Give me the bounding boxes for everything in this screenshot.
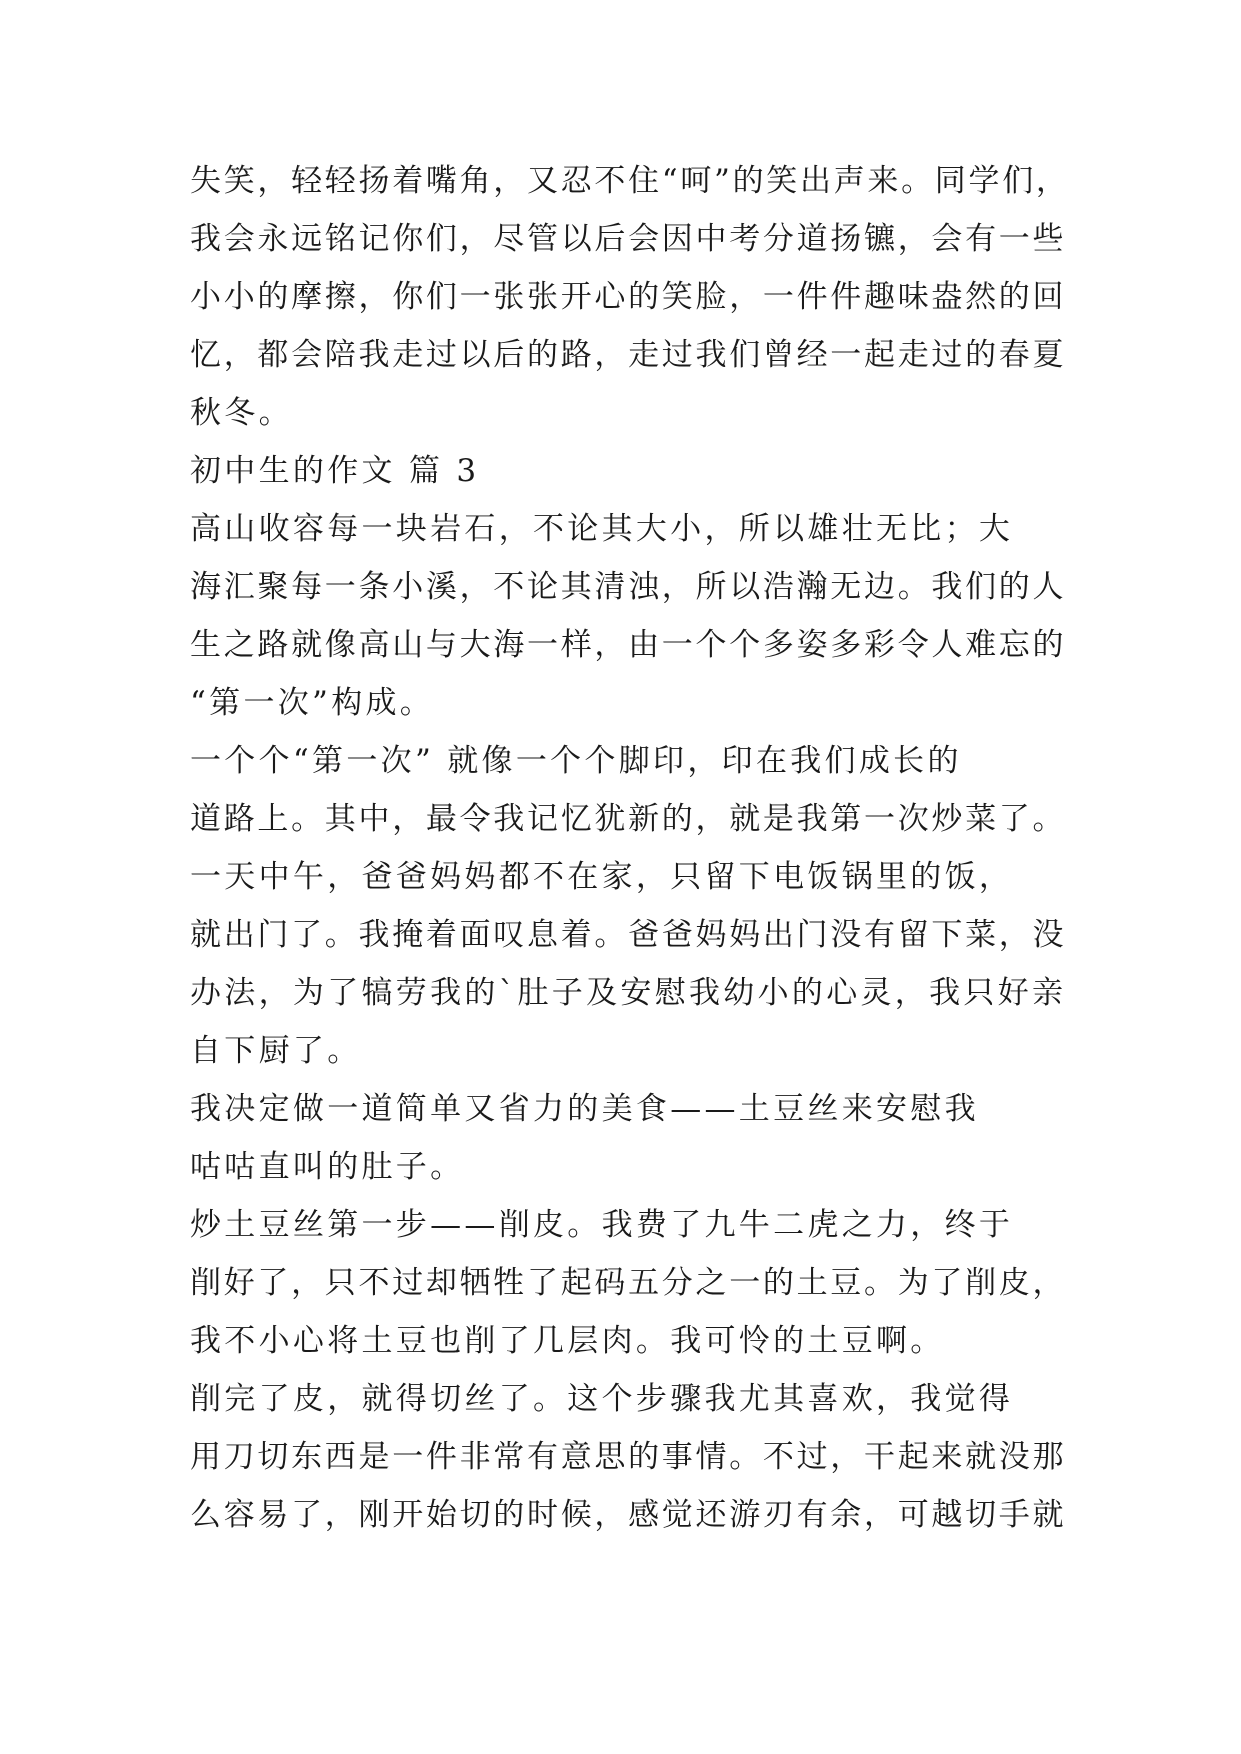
text-line: 自下厨了。 — [190, 1033, 362, 1069]
text-line: 一个个“第一次” 就像一个个脚印，印在我们成长的 — [190, 743, 962, 779]
text-line: 削完了皮，就得切丝了。这个步骤我尤其喜欢，我觉得 — [190, 1381, 1014, 1417]
text-line: 失笑，轻轻扬着嘴角，又忍不住“呵”的笑出声来。同学们， — [190, 163, 1070, 199]
text-line: 我会永远铭记你们，尽管以后会因中考分道扬镳，会有一些 — [190, 221, 1067, 257]
text-line: 一天中午，爸爸妈妈都不在家，只留下电饭锅里的饭， — [190, 859, 1014, 895]
text-line: 我不小心将土豆也削了几层肉。我可怜的土豆啊。 — [190, 1323, 945, 1359]
text-line: 我决定做一道简单又省力的美食——土豆丝来安慰我 — [190, 1091, 979, 1127]
text-line: 就出门了。我掩着面叹息着。爸爸妈妈出门没有留下菜，没 — [190, 917, 1067, 953]
text-line: 海汇聚每一条小溪，不论其清浊，所以浩瀚无边。我们的人 — [190, 569, 1067, 605]
text-line: 咕咕直叫的肚子。 — [190, 1149, 465, 1185]
text-line: 道路上。其中，最令我记忆犹新的，就是我第一次炒菜了。 — [190, 801, 1067, 837]
text-line: 小小的摩擦，你们一张张开心的笑脸，一件件趣味盎然的回 — [190, 279, 1067, 315]
text-line: 炒土豆丝第一步——削皮。我费了九牛二虎之力，终于 — [190, 1207, 1014, 1243]
section-heading: 初中生的作文 篇 3 — [190, 453, 480, 489]
text-line: 办法，为了犒劳我的`肚子及安慰我幼小的心灵，我只好亲 — [190, 975, 1067, 1011]
text-line: 高山收容每一块岩石，不论其大小，所以雄壮无比；大 — [190, 511, 1014, 547]
text-line: 秋冬。 — [190, 395, 293, 431]
text-line: 用刀切东西是一件非常有意思的事情。不过，干起来就没那 — [190, 1439, 1067, 1475]
text-line: 么容易了，刚开始切的时候，感觉还游刃有余，可越切手就 — [190, 1497, 1067, 1533]
text-line: “第一次”构成。 — [190, 685, 435, 721]
text-line: 忆，都会陪我走过以后的路，走过我们曾经一起走过的春夏 — [190, 337, 1067, 373]
text-line: 生之路就像高山与大海一样，由一个个多姿多彩令人难忘的 — [190, 627, 1067, 663]
text-line: 削好了，只不过却牺牲了起码五分之一的土豆。为了削皮， — [190, 1265, 1067, 1301]
